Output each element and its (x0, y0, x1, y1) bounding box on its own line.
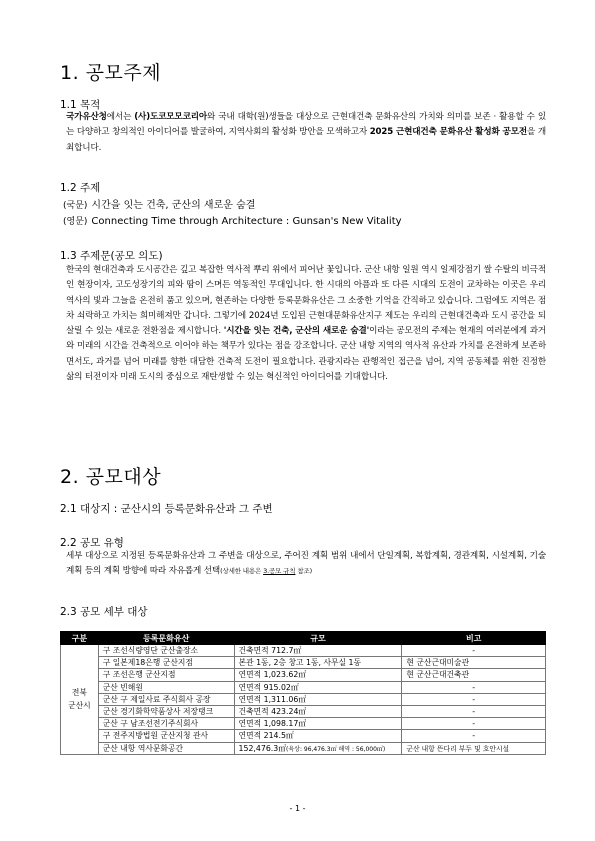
section-1-2-heading: 1.2 주제 (60, 182, 101, 194)
scale-cell: 연면적 915.02㎡ (234, 681, 402, 693)
heritage-name-cell: 군산 구 남조선전기주식회사 (98, 718, 234, 730)
note-cell: - (402, 645, 546, 657)
contest-name: 2025 근현대건축 문화유산 활성화 공모전 (369, 127, 528, 138)
note-cell: 군산 내항 뜬다리 부두 및 호안시설 (402, 742, 546, 754)
scale-cell: 연면적 1,311.06㎡ (234, 693, 402, 705)
section-1-title: 1. 공모주제 (60, 62, 162, 84)
section-1-1-heading: 1.1 목적 (60, 99, 101, 111)
heritage-name-cell: 구 조선식량영단 군산출장소 (98, 645, 234, 657)
scale-cell: 152,476.3㎡(육상: 96,476.3㎡ 해역 : 56,000㎡) (234, 742, 402, 754)
note-cell: 현 군산근대미술관 (402, 657, 546, 669)
org-name-1: 국가유산청 (66, 112, 107, 122)
heritage-name-cell: 구 전주지방법원 군산지청 관사 (98, 730, 234, 742)
table-row (61, 657, 546, 669)
section-2-2-heading: 2.2 공모 유형 (60, 537, 124, 549)
page-number: - 1 - (289, 804, 306, 813)
scale-cell: 건축면적 712.7㎡ (234, 645, 402, 657)
scale-cell: 본관 1동, 2층 창고 1동, 사무실 1동 (234, 657, 402, 669)
table-row (61, 645, 546, 657)
heritage-name-cell: 군산 내항 역사문화공간 (98, 742, 234, 754)
note-cell: - (402, 681, 546, 693)
scale-cell: 연면적 214.5㎡ (234, 730, 402, 742)
note-cell: 현 군산근대건축관 (402, 669, 546, 681)
table-row (61, 730, 546, 742)
theme-statement-paragraph: 한국의 현대건축과 도시공간은 깊고 복잡한 역사적 뿌리 위에서 피어난 꽃입니다. 군산 내항 일원 역시 일제강점기 쌀 수탈의 비극적인 현장이자, 고도성장기의 피와 땀이 스며든 역동적인 무대입니다. 한 시대의 아픔과 또 다른 시대의 도전이 교차하는 이곳은 우리 역사의 빛과 그늘을 온전히 품고 있으며, 현존하는 다양한 등록문화유산은 그 소중한 기억을 간직하고 있습니다. 그럼에도 지역은 점차 쇠락하고 가치는 희미해져만 갑니다. 그렇기에 2024년 도입된 근현대문화유산지구 제도는 우리의 근현대건축과 도시 공간을 되살릴 수 있는 새로운 전환점을 제시합니다. '시간을 잇는 건축, 군산의 새로운 숨결'이라는 공모전의 주제는 현재의 여러분에게 과거와 미래의 시간을 건축적으로 이어야 하는 책무가 있다는 점을 강조합니다. 군산 내항 지역의 역사적 유산과 가치를 온전하게 보존하면서도, 과거를 넘어 미래를 향한 대담한 건축적 도전이 필요합니다. 관광지라는 관행적인 접근을 넘어, 지역 공동체를 위한 진정한 삶의 터전이자 미래 도시의 중심으로 재탄생할 수 있는 혁신적인 아이디어를 기대합니다. (66, 265, 546, 383)
note-cell: - (402, 718, 546, 730)
heritage-name-cell: 구 일본제18은행 군산지점 (98, 657, 234, 669)
contest-type-paragraph: 세부 대상으로 지정된 등록문화유산과 그 주변을 대상으로, 주어진 계획 범위 내에서 단일계획, 복합계획, 경관계획, 시설계획, 기술계획 등의 계획 방향에 따라 자유롭게 선택(상세한 내용은 3.공모 규칙 참조) (66, 551, 546, 577)
section-2-1-heading: 2.1 대상지 : 군산시의 등록문화유산과 그 주변 (60, 503, 273, 515)
scale-cell: 연면적 1,023.62㎡ (234, 669, 402, 681)
note-cell: - (402, 730, 546, 742)
section-2-title: 2. 공모대상 (60, 466, 162, 488)
target-table (60, 631, 546, 755)
scale-cell: 건축면적 423.24㎡ (234, 705, 402, 717)
table-header: 등록문화유산 (98, 632, 234, 645)
table-row (61, 705, 546, 717)
theme-quote: '시간을 잇는 건축, 군산의 새로운 숨결' (223, 326, 370, 337)
heritage-name-cell: 군산 경기화학약품상사 저장탱크 (98, 705, 234, 717)
table-row (61, 681, 546, 693)
rules-link[interactable]: 3.공모 규칙 (263, 567, 296, 576)
theme-korean: (국문) 시간을 잇는 건축, 군산의 새로운 숨결 (63, 200, 256, 211)
note-cell: - (402, 705, 546, 717)
heritage-name-cell: 구 조선은행 군산지점 (98, 669, 234, 681)
heritage-name-cell: 군산 빈해원 (98, 681, 234, 693)
table-row (61, 742, 546, 754)
section-1-3-heading: 1.3 주제문(공모 의도) (60, 250, 163, 262)
table-row (61, 669, 546, 681)
org-name-2: (사)도코모모코리아 (134, 112, 208, 122)
scale-cell: 연면적 1,098.17㎡ (234, 718, 402, 730)
note-cell: - (402, 693, 546, 705)
table-header-row (61, 632, 546, 645)
table-header: 비고 (402, 632, 546, 645)
table-header: 규모 (234, 632, 402, 645)
table-row (61, 693, 546, 705)
table-header: 구분 (61, 632, 99, 645)
purpose-paragraph: 국가유산청에서는 (사)도코모모코리아와 국내 대학(원)생들을 대상으로 근현대건축 문화유산의 가치와 의미를 보존 · 활용할 수 있는 다양하고 창의적인 아이디어를 발굴하여, 지역사회의 활성화 방안을 모색하고자 2025 근현대건축 문화유산 활성화 공모전을 개최합니다. (66, 112, 546, 153)
table-row (61, 718, 546, 730)
region-cell: 전북 군산시 (61, 645, 99, 755)
theme-english: (영문) Connecting Time through Architecture : Gunsan's New Vitality (63, 216, 402, 227)
heritage-name-cell: 군산 구 제일사료 주식회사 공장 (98, 693, 234, 705)
section-2-3-heading: 2.3 공모 세부 대상 (60, 606, 148, 618)
